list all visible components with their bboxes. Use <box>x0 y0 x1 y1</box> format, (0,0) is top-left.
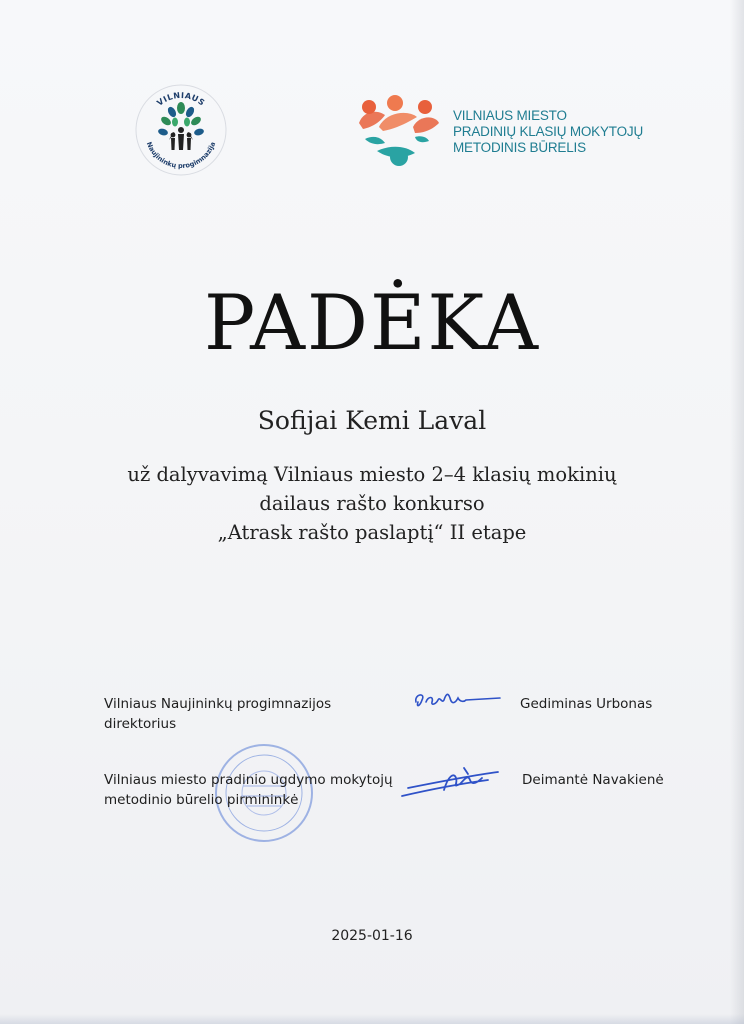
certificate-date: 2025-01-16 <box>331 928 413 944</box>
signatory-role <box>104 694 331 734</box>
group-name-line: METODINIS BŪRELIS <box>453 140 586 155</box>
paper-edge-bottom <box>0 1014 744 1024</box>
school-logo-arc-bottom: Naujininkų progimnazija <box>144 140 218 171</box>
award-reason <box>0 460 744 547</box>
signature-scribble-icon <box>412 688 504 716</box>
certificate-title: PADĖKA <box>203 278 541 367</box>
signatory-name: Deimantė Navakienė <box>522 772 664 788</box>
reason-line: „Atrask rašto paslaptį“ II etape <box>217 521 527 544</box>
signatory-role-line: Vilniaus Naujininkų progimnazijos <box>104 696 332 712</box>
signatory-role <box>104 770 393 810</box>
methodical-group-name <box>453 108 653 156</box>
recipient-name: Sofijai Kemi Laval <box>257 406 487 435</box>
signature-scribble-icon <box>398 764 510 804</box>
signatory-role-line: Vilniaus miesto pradinio ugdymo mokytojų <box>104 772 393 788</box>
school-logo <box>133 82 229 178</box>
reason-line: dailaus rašto konkurso <box>259 492 485 515</box>
people-figures-icon <box>169 127 193 150</box>
group-name-line: PRADINIŲ KLASIŲ MOKYTOJŲ <box>453 124 643 139</box>
group-name-line: VILNIAUS MIESTO <box>453 108 567 123</box>
signatory-role-line: direktorius <box>104 716 177 732</box>
methodical-group-logo <box>355 93 441 169</box>
school-logo-arc-top: VILNIAUS <box>155 90 207 108</box>
reason-line: už dalyvavimą Vilniaus miesto 2–4 klasių mokinių <box>127 463 617 486</box>
signatory-role-line: metodinio būrelio pirmininkė <box>104 792 299 808</box>
signatory-name: Gediminas Urbonas <box>520 696 653 712</box>
